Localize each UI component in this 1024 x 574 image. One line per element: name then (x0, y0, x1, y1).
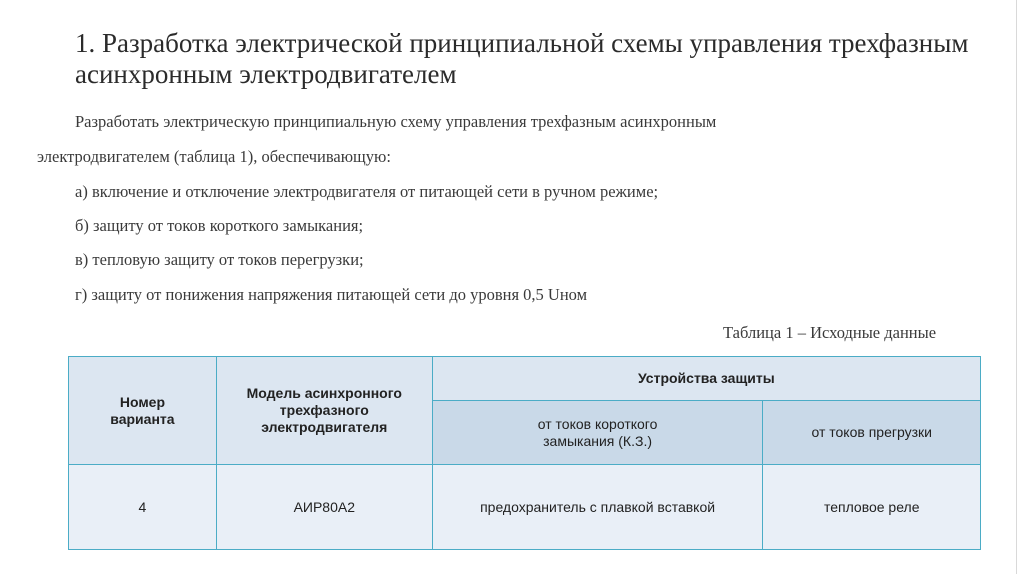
requirement-item-b: б) защиту от токов короткого замыкания; (75, 216, 364, 235)
header-protection-devices: Устройства защиты (432, 357, 980, 401)
intro-line-2: электродвигателем (таблица 1), обеспечивающую: (37, 147, 391, 166)
header-variant (69, 357, 217, 465)
cell-short-circuit-device: предохранитель с плавкой вставкой (432, 465, 763, 550)
cell-variant: 4 (69, 465, 217, 550)
header-motor-model-text: Модель асинхронного трехфазного электродвигателя (246, 385, 402, 435)
requirement-item-d: г) защиту от понижения напряжения питающей сети до уровня 0,5 Uном (75, 285, 588, 304)
table-header-row (69, 357, 981, 401)
cell-motor-model: АИР80А2 (216, 465, 432, 550)
intro-line-1: Разработать электрическую принципиальную схему управления трехфазным асинхронным (75, 112, 717, 131)
header-variant-text: Номер варианта (110, 393, 175, 427)
header-overload: от токов прегрузки (763, 401, 981, 465)
source-data-table (68, 356, 981, 550)
header-short-circuit-text: от токов короткого замыкания (К.З.) (537, 415, 658, 449)
table-caption: Таблица 1 – Исходные данные (723, 323, 937, 342)
slide-title: 1. Разработка электрической принципиальной схемы управления трехфазным асинхронным электродвигателем (75, 28, 969, 89)
cell-overload-device: тепловое реле (763, 465, 981, 550)
requirement-item-a: а) включение и отключение электродвигателя от питающей сети в ручном режиме; (75, 182, 659, 201)
slide-right-border (1016, 0, 1017, 574)
header-short-circuit (432, 401, 763, 465)
table-row (69, 465, 981, 550)
requirement-item-c: в) тепловую защиту от токов перегрузки; (75, 250, 364, 269)
header-motor-model (216, 357, 432, 465)
